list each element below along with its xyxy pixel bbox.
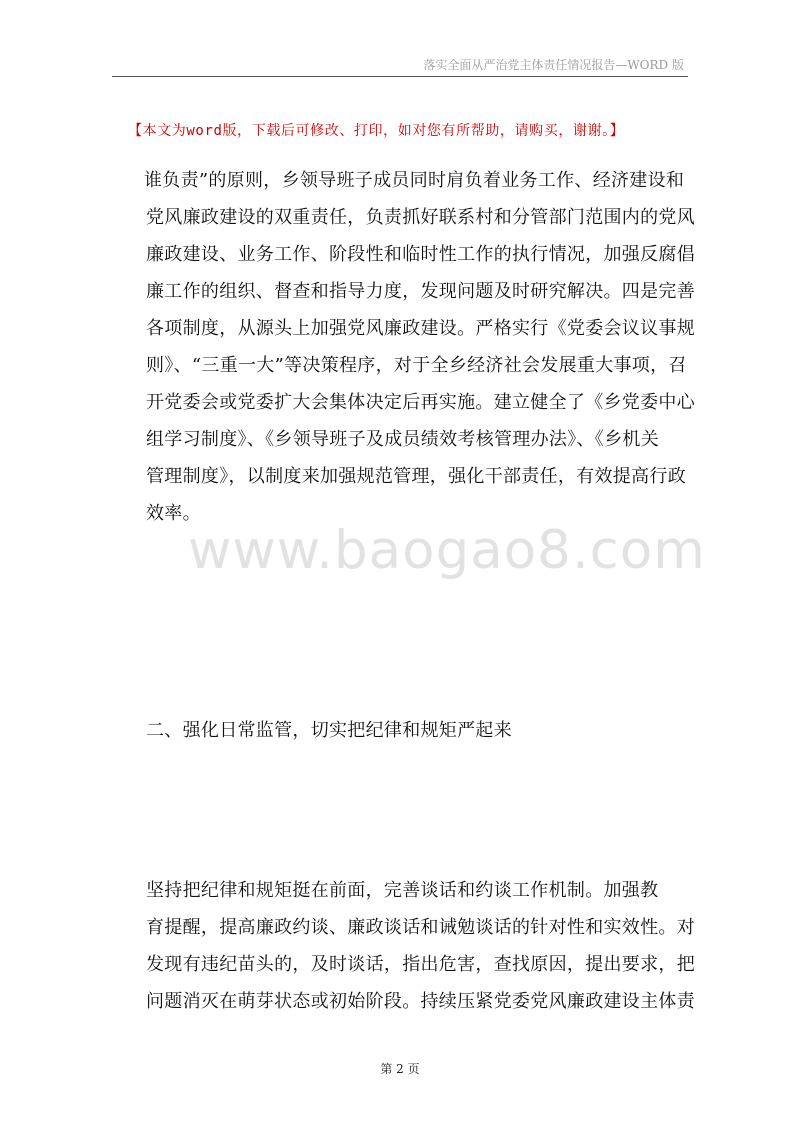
paragraph-line: 开党委会或党委扩大会集体决定后再实施。建立健全了《乡党委中心 [146,392,695,413]
paragraph-line: 党风廉政建设的双重责任，负责抓好联系村和分管部门范围内的党风 [146,207,695,228]
heading-text: 二、强化日常监管，切实把纪律和规矩严起来 [146,720,512,741]
paragraph-line: 廉政建设、业务工作、阶段性和临时性工作的执行情况，加强反腐倡 [146,244,695,265]
paragraph-line: 管理制度》，以制度来加强规范管理，强化干部责任，有效提高行政 [146,466,686,487]
purchase-notice: 【本文为word版，下载后可修改、打印，如对您有所帮助，请购买，谢谢。】 [128,123,625,139]
paragraph-line: 坚持把纪律和规矩挺在前面，完善谈话和约谈工作机制。加强教 [146,880,659,901]
paragraph-line: 组学习制度》、《乡领导班子及成员绩效考核管理办法》、《乡机关 [146,429,659,450]
paragraph-line: 育提醒，提高廉政约谈、廉政谈话和诫勉谈话的针对性和实效性。对 [146,917,695,938]
site-watermark: www.baogao8.com [188,520,706,581]
page-number: 第 2 页 [380,1062,420,1076]
paragraph-line: 各项制度，从源头上加强党风廉政建设。严格实行《党委会议议事规 [146,318,695,339]
paragraph-line: 谁负责”的原则，乡领导班子成员同时肩负着业务工作、经济建设和 [144,170,685,191]
page-header-title: 落实全面从严治党主体责任情况报告—WORD 版 [423,58,684,72]
paragraph-line: 则》、“三重一大”等决策程序，对于全乡经济社会发展重大事项，召 [146,355,687,376]
paragraph-line: 效率。 [146,503,201,524]
paragraph-line: 廉工作的组织、督查和指导力度，发现问题及时研究解决。四是完善 [146,281,695,302]
section-heading-2 [146,712,686,749]
paragraph-line: 问题消灭在萌芽状态或初始阶段。持续压紧党委党风廉政建设主体责 [146,991,695,1012]
body-paragraph-1 [144,162,695,532]
paragraph-line: 发现有违纪苗头的，及时谈话，指出危害，查找原因，提出要求，把 [146,954,695,975]
body-paragraph-2 [146,872,695,1020]
header-divider [112,76,688,77]
